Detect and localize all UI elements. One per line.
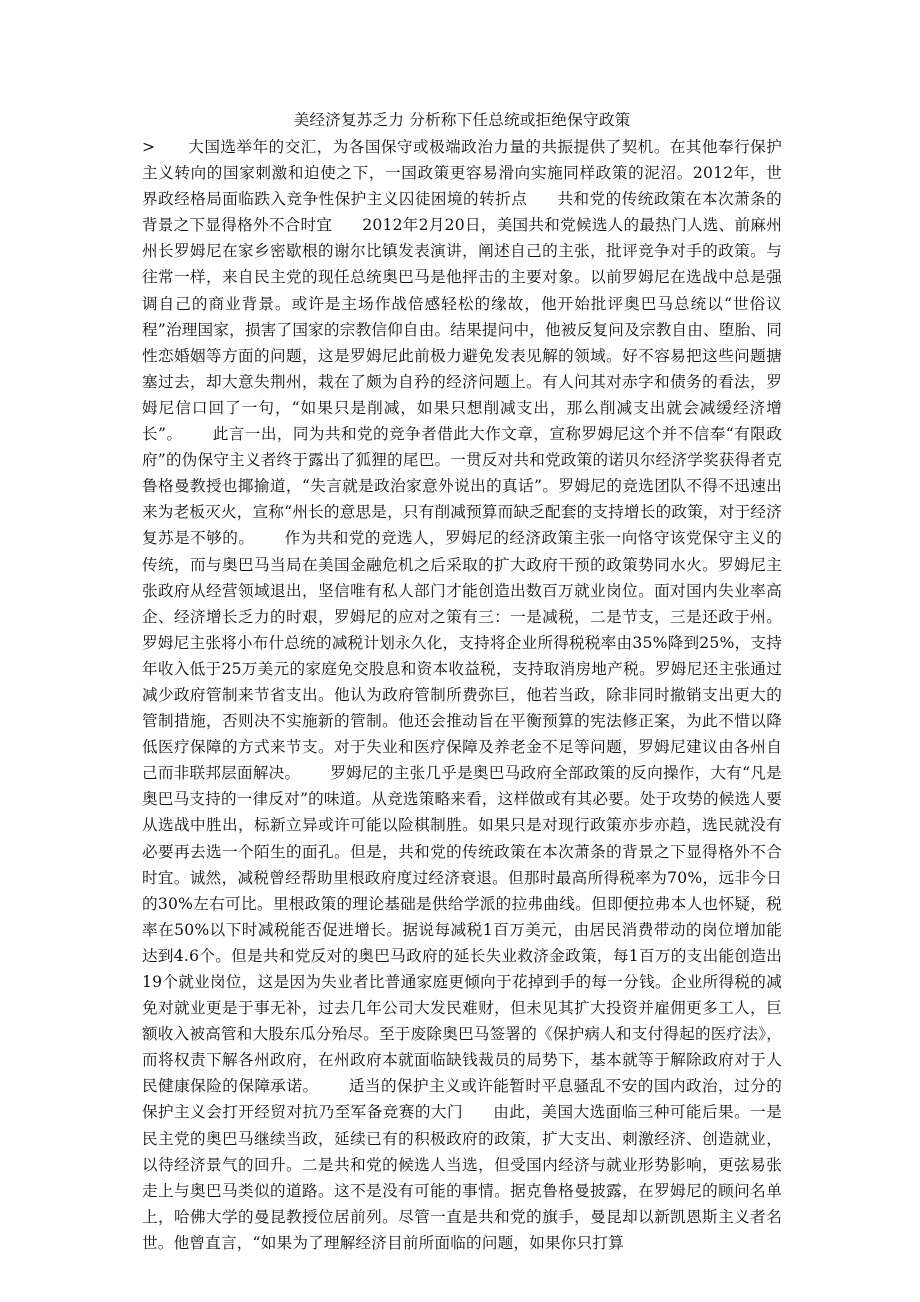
paragraph-3: 2012年2月20日，美国共和党候选人的最热门人选、前麻州州长罗姆尼在家乡密歇根的谢尔比镇发表演讲，阐述自己的主张，批评竞争对手的政策。与往常一样，来自民主党的现任总统奥巴马是他抨击的主要对象。以前罗姆尼在选战中总是强调自己的商业背景。或许是主场作战倍感轻松的缘故，他开始批评奥巴马总统以“世俗议程”治理国家，损害了国家的宗教信仰自由。结果提问中，他被反复问及宗教自由、堕胎、同性恋婚姻等方面的问题，这是罗姆尼此前极力避免发表见解的领域。好不容易把这些问题搪塞过去，却大意失荆州，栽在了颇为自矜的经济问题上。有人问其对赤字和债务的看法，罗姆尼信口回了一句，“如果只是削减，如果只想削减支出，那么削减支出就会减缓经济增长”。 — [142, 216, 782, 444]
paragraph-4: 此言一出，同为共和党的竞争者借此大作文章，宣称罗姆尼这个并不信奉“有限政府”的伪保守主义者终于露出了狐狸的尾巴。一贯反对共和党政策的诺贝尔经济学奖获得者克鲁格曼教授也揶揄道，“失言就是政治家意外说出的真话”。罗姆尼的竞选团队不得不迅速出来为老板灭火，宣称“州长的意思是，只有削减预算而缺乏配套的支持增长的政策，对于经济复苏是不够的。 — [142, 425, 782, 548]
paragraph-2: 共和党的传统政策在本次萧条的背景之下显得格外不合时宜 — [142, 190, 782, 235]
article-body — [142, 134, 782, 1256]
paragraph-6: 罗姆尼的主张几乎是奥巴马政府全部政策的反向操作，大有“凡是奥巴马支持的一律反对”的味道。从竞选策略来看，这样做或有其必要。处于攻势的候选人要从选战中胜出，标新立异或许可能以险棋制胜。如果只是对现行政策亦步亦趋，选民就没有必要再去选一个陌生的面孔。但是，共和党的传统政策在本次萧条的背景之下显得格外不合时宜。诚然，减税曾经帮助里根政府度过经济衰退。但那时最高所得税率为70%，远非今日的30%左右可比。里根政策的理论基础是供给学派的拉弗曲线。但即便拉弗本人也怀疑，税率在50%以下时减税能否促进增长。据说每减税1百万美元，由居民消费带动的岗位增加能达到4.6个。但是共和党反对的奥巴马政府的延长失业救济金政策，每1百万的支出能创造出19个就业岗位，这是因为失业者比普通家庭更倾向于花掉到手的每一分钱。企业所得税的减免对就业更是于事无补，过去几年公司大发民难财，但未见其扩大投资并雇佣更多工人，巨额收入被高管和大股东瓜分殆尽。至于废除奥巴马签署的《保护病人和支付得起的医疗法》，而将权责下解各州政府，在州政府本就面临缺钱裁员的局势下，基本就等于解除政府对于人民健康保险的保障承诺。 — [142, 764, 782, 1096]
paragraph-7: 适当的保护主义或许能暂时平息骚乱不安的国内政治，过分的保护主义会打开经贸对抗乃至军备竞赛的大门 — [142, 1077, 782, 1122]
paragraph-1: 大国选举年的交汇，为各国保守或极端政治力量的共振提供了契机。在其他奉行保护主义转向的国家刺激和迫使之下，一国政策更容易滑向实施同样政策的泥沼。2012年，世界政经格局面临跌入竞争性保护主义囚徒困境的转折点 — [142, 138, 782, 209]
paragraph-8: 由此，美国大选面临三种可能后果。一是民主党的奥巴马继续当政，延续已有的积极政府的政策，扩大支出、刺激经济、创造就业，以待经济景气的回升。二是共和党的候选人当选，但受国内经济与就业形势影响，更弦易张走上与奥巴马类似的道路。这不是没有可能的事情。据克鲁格曼披露，在罗姆尼的顾问名单上，哈佛大学的曼昆教授位居前列。尽管一直是共和党的旗手，曼昆却以新凯恩斯主义者名世。他曾直言，“如果为了理解经济目前所面临的问题，如果你只打算 — [142, 1103, 782, 1252]
quote-marker: > — [142, 138, 156, 156]
document-title: 美经济复苏乏力 分析称下任总统或拒绝保守政策 — [293, 111, 631, 129]
document-page — [142, 108, 782, 1256]
paragraph-5: 作为共和党的竞选人，罗姆尼的经济政策主张一向恪守该党保守主义的传统，而与奥巴马当局在美国金融危机之后采取的扩大政府干预的政策势同水火。罗姆尼主张政府从经营领域退出，坚信唯有私人部门才能创造出数百万就业岗位。面对国内失业率高企、经济增长乏力的时艰，罗姆尼的应对之策有三：一是减税，二是节支，三是还政于州。罗姆尼主张将小布什总统的减税计划永久化，支持将企业所得税税率由35%降到25%，支持年收入低于25万美元的家庭免交股息和资本收益税，支持取消房地产税。罗姆尼还主张通过减少政府管制来节省支出。他认为政府管制所费弥巨，他若当政，除非同时撤销支出更大的管制措施，否则决不实施新的管制。他还会推动旨在平衡预算的宪法修正案，为此不惜以降低医疗保障的方式来节支。对于失业和医疗保障及养老金不足等问题，罗姆尼建议由各州自己而非联邦层面解决。 — [142, 529, 782, 783]
